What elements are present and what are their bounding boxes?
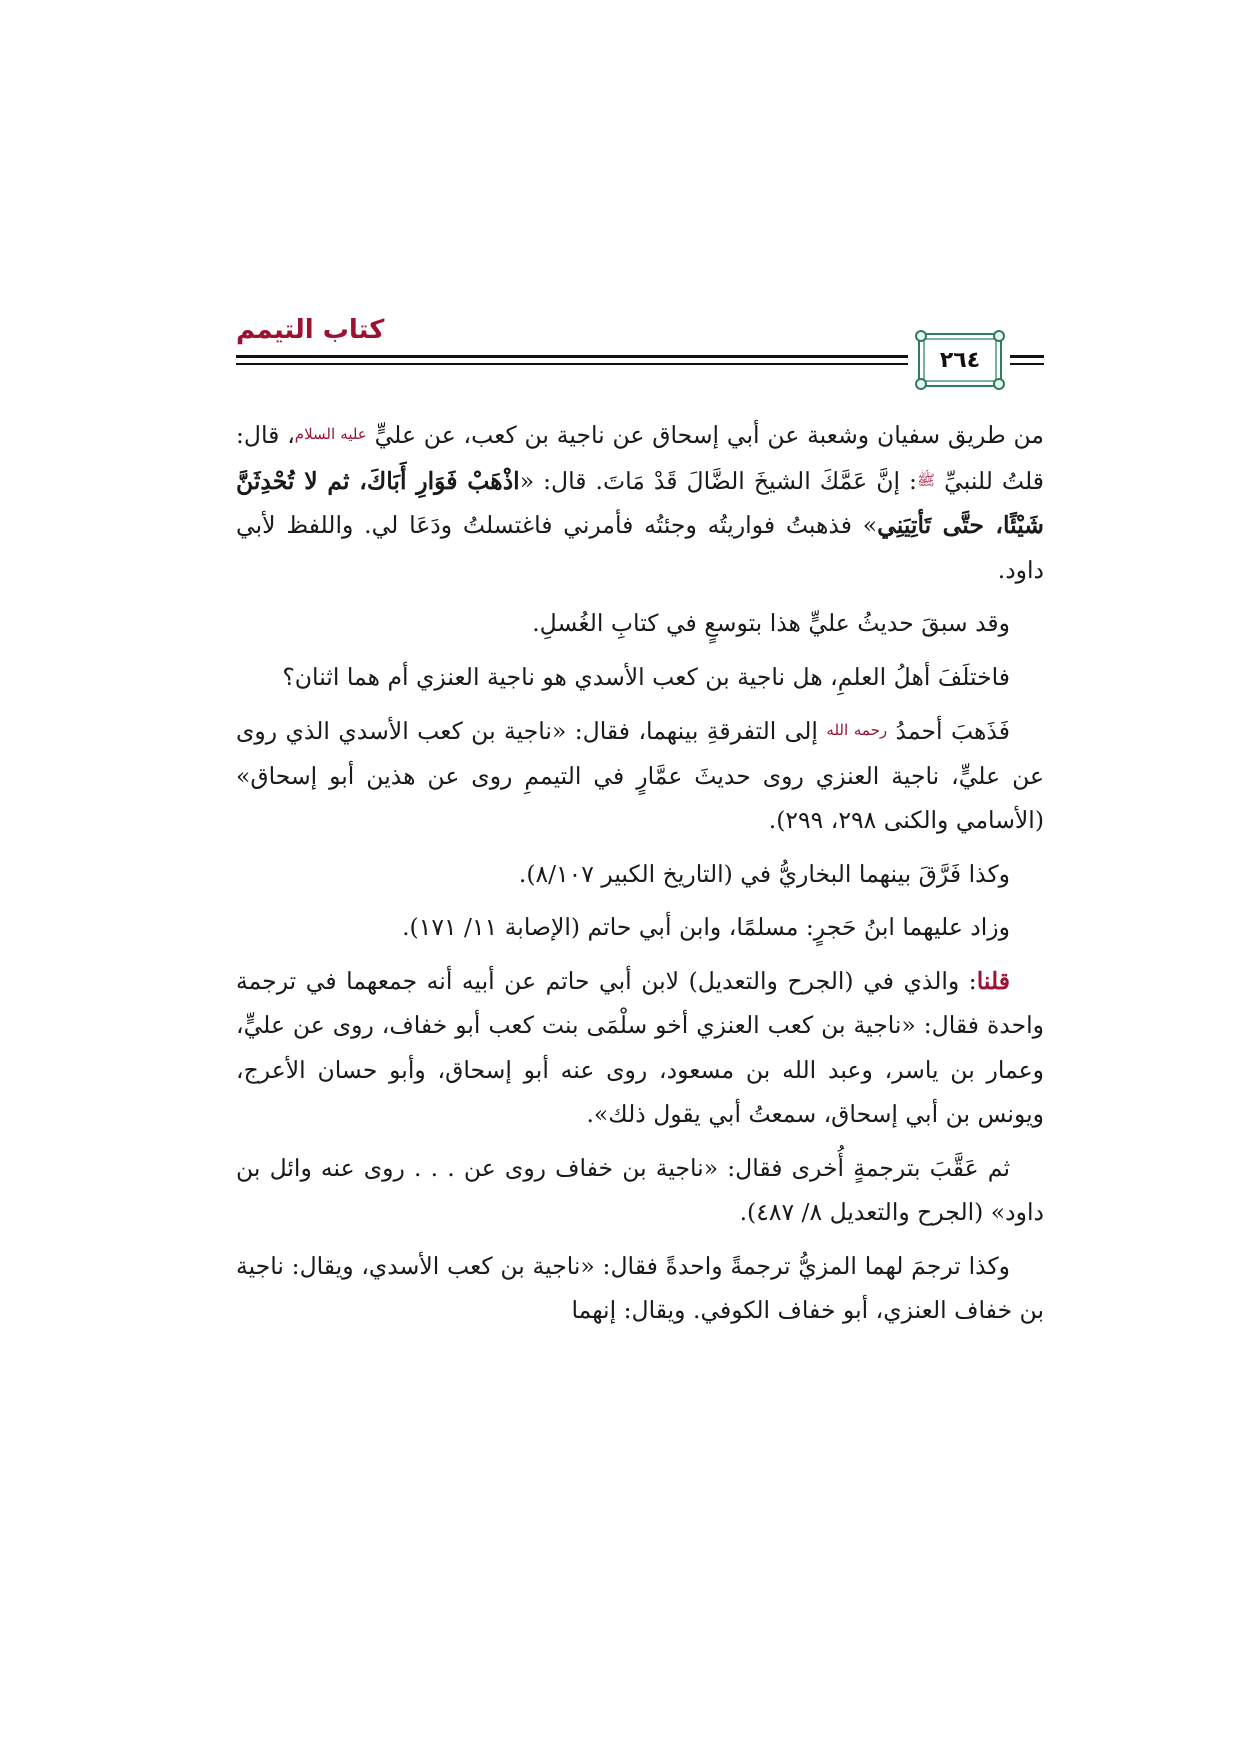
book-title: كتاب التيمم — [236, 315, 385, 345]
paragraph-hadith — [236, 412, 1044, 592]
paragraph-bukhari: وكذا فَرَّقَ بينهما البخاريُّ في (التاريخ الكبير ٨/١٠٧). — [518, 859, 1010, 888]
qulna-label: قلنا — [976, 966, 1010, 995]
paragraph-earlier-mention: وقد سبقَ حديثُ عليٍّ هذا بتوسعٍ في كتابِ الغُسلِ. — [532, 609, 1010, 637]
paragraph-ibn-hajar: وزاد عليهما ابنُ حَجرٍ: مسلمًا، وابن أبي حاتم (الإصابة ١١/ ١٧١). — [402, 913, 1010, 941]
ornament-icon — [915, 378, 927, 390]
header-rule-right-thin — [1010, 363, 1044, 365]
ornament-icon — [993, 378, 1005, 390]
text-run: من طريق سفيان وشعبة عن أبي إسحاق عن ناجية بن كعب، عن عليٍّ — [366, 421, 1044, 449]
hadith-quote-bold: اذْهَبْ فَوَارِ أَبَاكَ، ثم لا تُحْدِثَنَّ شَيْئًا، حتَّى تَأتِيَنِي — [236, 466, 1044, 539]
paragraph-qulna — [236, 959, 1044, 1137]
paragraph-ahmad — [236, 708, 1044, 843]
text-run: إلى التفرقةِ بينهما، فقال: «ناجية بن كعب الأسدي الذي روى عن عليٍّ، ناجية العنزي روى حديثَ عمَّارٍ في التيممِ روى عن هذين أبو إسحاق» (الأسامي والكنى ٢٩٨، ٢٩٩). — [236, 717, 1044, 834]
header-rule-thin — [236, 363, 908, 365]
honorific-ahmad: رحمه الله — [826, 721, 888, 739]
honorific-prophet: ﷺ — [916, 470, 936, 489]
honorific-ali: عليه السلام — [294, 425, 367, 443]
paragraph-mizzi: وكذا ترجمَ لهما المزيُّ ترجمةً واحدةً فقال: «ناجية بن كعب الأسدي، ويقال: ناجية بن خفاف العنزي، أبو خفاف الكوفي. ويقال: إنهما — [236, 1251, 1044, 1324]
page-number: ٢٦٤ — [939, 347, 981, 373]
text-run: فَذَهبَ أحمدُ — [887, 717, 1010, 745]
header-rule-right-thick — [1010, 355, 1044, 358]
ornament-icon — [993, 330, 1005, 342]
text-run: : والذي في (الجرح والتعديل) لابن أبي حاتم عن أبيه أنه جمعهما في ترجمة واحدة فقال: «ناجية بن كعب العنزي أخو سلْمَى بنت كعب أبو خفاف، روى عن عليٍّ، وعمار بن ياسر، وعبد الله بن مسعود، روى عنه أبو إسحاق، وأبو حسان الأعرج، ويونس بن أبي إسحاق، سمعتُ أبي يقول ذلك». — [236, 966, 1044, 1128]
text-run: : إنَّ عَمَّكَ الشيخَ الضَّالَ قَدْ مَاتَ. قال: « — [519, 466, 917, 495]
page-number-badge — [918, 333, 1002, 387]
ornament-icon — [915, 330, 927, 342]
page-body — [236, 412, 1044, 1342]
paragraph-disagreement: فاختلَفَ أهلُ العلمِ، هل ناجية بن كعب الأسدي هو ناجية العنزي أم هما اثنان؟ — [282, 662, 1010, 691]
paragraph-second-entry: ثم عَقَّبَ بترجمةٍ أُخرى فقال: «ناجية بن خفاف روى عن . . . روى عنه وائل بن داود» (الجرح والتعديل ٨/ ٤٨٧). — [236, 1153, 1044, 1226]
header-rule-thick — [236, 355, 908, 358]
text-run: ، قال: قلتُ للنبيِّ — [236, 421, 1044, 495]
text-run: » فذهبتُ فواريتُه وجئتُه فأمرني فاغتسلتُ ودَعَا لي. واللفظ لأبي داود. — [236, 511, 1044, 584]
page-header — [236, 315, 1044, 395]
